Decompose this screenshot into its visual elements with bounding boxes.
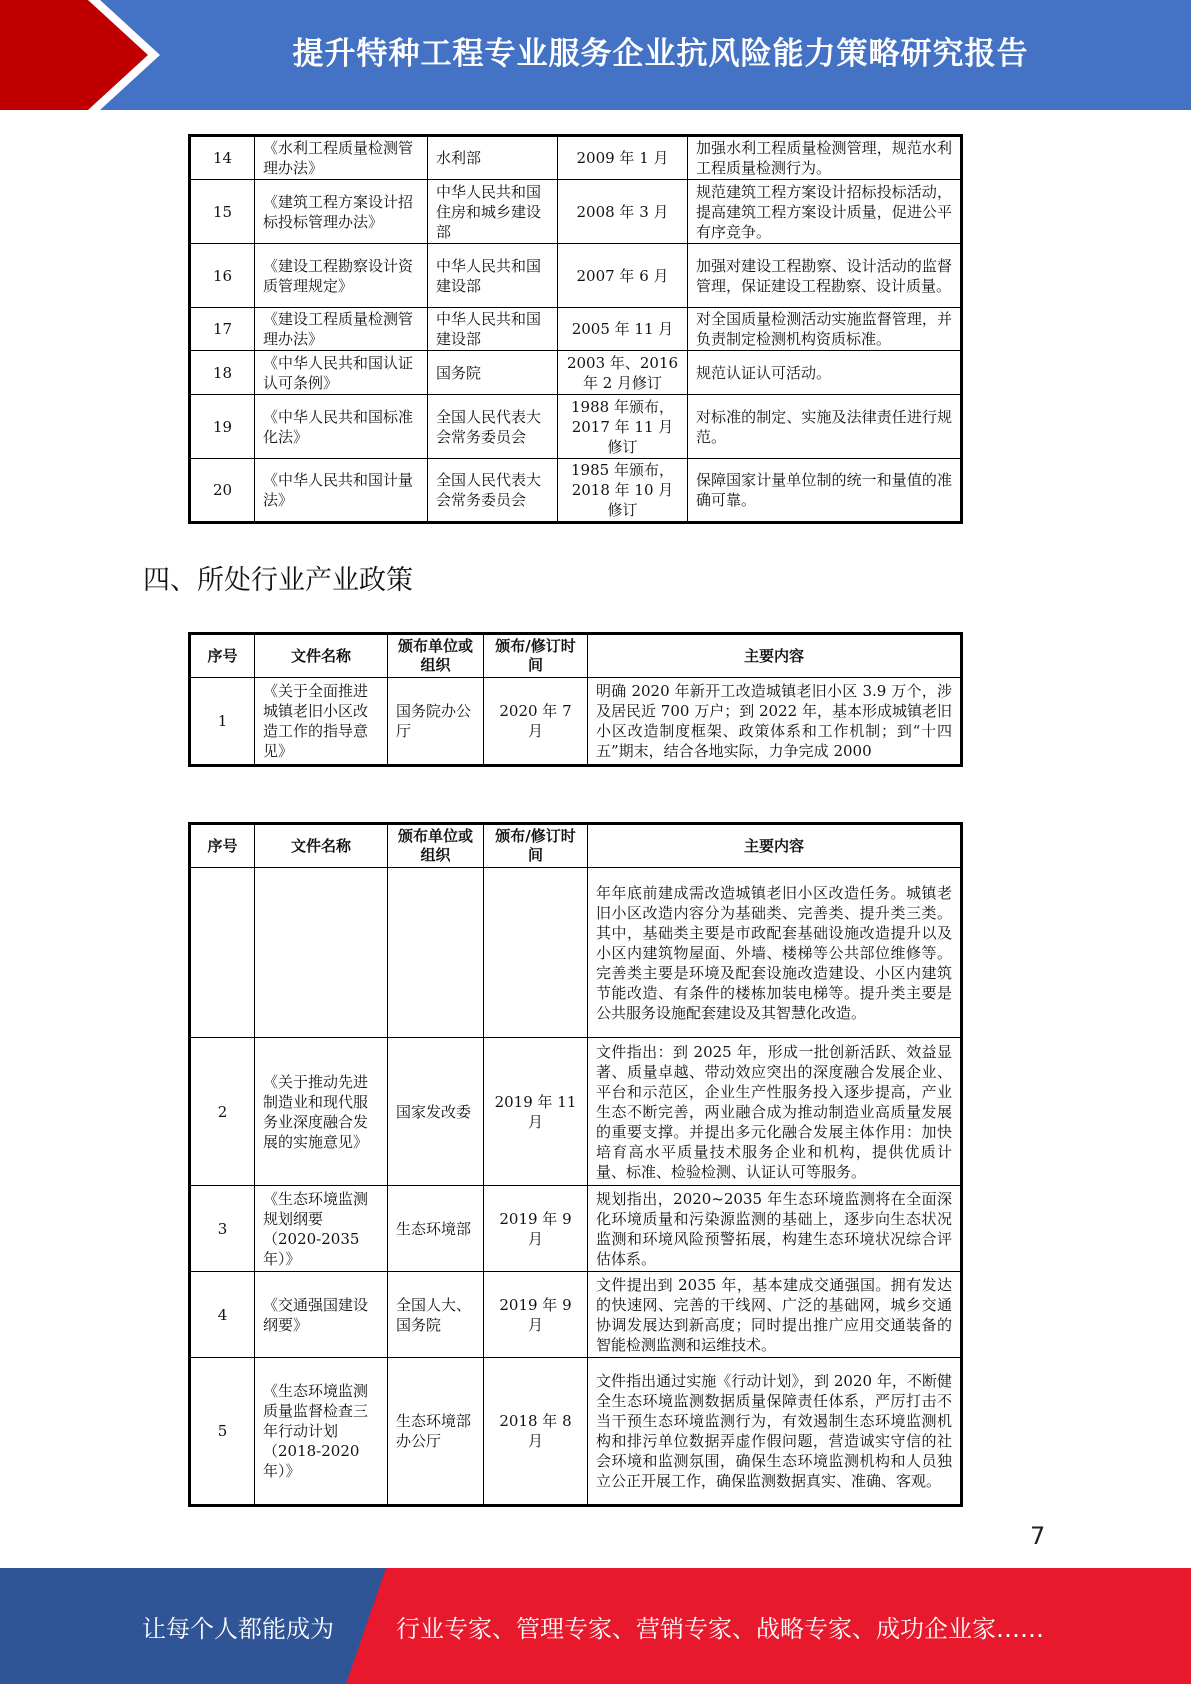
- row-number-cell: 19: [190, 395, 255, 459]
- section-heading: 四、所处行业产业政策: [143, 565, 413, 596]
- row-number-cell: 4: [190, 1272, 255, 1358]
- main-content-cell: 加强对建设工程勘察、设计活动的监督管理，保证建设工程勘察、设计质量。: [688, 244, 962, 308]
- issue-date-cell: 2005 年 11 月: [558, 308, 688, 351]
- issuing-organization-cell: 中华人民共和国建设部: [428, 308, 558, 351]
- issuing-organization-cell: 中华人民共和国建设部: [428, 244, 558, 308]
- issue-date-cell: 2009 年 1 月: [558, 136, 688, 180]
- table-row: [190, 136, 962, 180]
- main-content-cell: 明确 2020 年新开工改造城镇老旧小区 3.9 万个，涉及居民近 700 万户；到 2022 年，基本形成城镇老旧小区改造制度框架、政策体系和工作机制；到“十四五”期末，结合各地实际，力争完成 2000: [588, 678, 962, 766]
- issue-date-cell: 2019 年 11 月: [484, 1038, 588, 1186]
- main-content-cell: 规范建筑工程方案设计招标投标活动，提高建筑工程方案设计质量，促进公平有序竞争。: [688, 180, 962, 244]
- document-name-cell: 《关于推动先进制造业和现代服务业深度融合发展的实施意见》: [255, 1038, 388, 1186]
- issuing-organization-cell: 国家发改委: [388, 1038, 484, 1186]
- issuing-organization-cell: 全国人大、国务院: [388, 1272, 484, 1358]
- issue-date-cell: 2019 年 9 月: [484, 1186, 588, 1272]
- issuing-organization-cell: 生态环境部: [388, 1186, 484, 1272]
- industry-policy-table-1: [188, 632, 963, 767]
- issue-date-cell: 2018 年 8 月: [484, 1358, 588, 1506]
- header-no: 序号: [190, 824, 255, 868]
- footer-slogan-left: 让每个人都能成为: [142, 1614, 334, 1643]
- main-content-cell: 保障国家计量单位制的统一和量值的准确可靠。: [688, 459, 962, 523]
- report-title: 提升特种工程专业服务企业抗风险能力策略研究报告: [292, 35, 1029, 72]
- main-content-cell: 文件指出通过实施《行动计划》，到 2020 年，不断健全生态环境监测数据质量保障责任体系，严厉打击不当干预生态环境监测行为，有效遏制生态环境监测机构和排污单位数据弄虚作假问题，营造诚实守信的社会环境和监测氛围，确保生态环境监测机构和人员独立公正开展工作，确保监测数据真实、准确、客观。: [588, 1358, 962, 1506]
- document-name-cell: 《生态环境监测规划纲要（2020-2035 年）》: [255, 1186, 388, 1272]
- table-row: [190, 395, 962, 459]
- issuing-organization-cell: 全国人民代表大会常务委员会: [428, 459, 558, 523]
- issuing-organization-cell: 国务院: [428, 351, 558, 395]
- table-row: [190, 180, 962, 244]
- issue-date-cell: [484, 868, 588, 1038]
- page-footer: [0, 1568, 1191, 1684]
- row-number-cell: 3: [190, 1186, 255, 1272]
- issue-date-cell: 2003 年、2016 年 2 月修订: [558, 351, 688, 395]
- page-number: 7: [1030, 1522, 1046, 1550]
- issue-date-cell: 1985 年颁布，2018 年 10 月修订: [558, 459, 688, 523]
- main-content-cell: 年年底前建成需改造城镇老旧小区改造任务。城镇老旧小区改造内容分为基础类、完善类、提升类三类。其中，基础类主要是市政配套基础设施改造提升以及小区内建筑物屋面、外墙、楼梯等公共部位维修等。完善类主要是环境及配套设施改造建设、小区内建筑节能改造、有条件的楼栋加装电梯等。提升类主要是公共服务设施配套建设及其智慧化改造。: [588, 868, 962, 1038]
- header-date: 颁布/修订时间: [484, 824, 588, 868]
- issuing-organization-cell: 国务院办公厅: [388, 678, 484, 766]
- table-row: [190, 1358, 962, 1506]
- issuing-organization-cell: [388, 868, 484, 1038]
- document-name-cell: 《水利工程质量检测管理办法》: [255, 136, 428, 180]
- row-number-cell: 1: [190, 678, 255, 766]
- table-row: [190, 678, 962, 766]
- issuing-organization-cell: 水利部: [428, 136, 558, 180]
- issue-date-cell: 2019 年 9 月: [484, 1272, 588, 1358]
- header-date: 颁布/修订时间: [484, 634, 588, 678]
- table-row: [190, 868, 962, 1038]
- header-name: 文件名称: [255, 824, 388, 868]
- document-name-cell: 《中华人民共和国认证认可条例》: [255, 351, 428, 395]
- row-number-cell: 18: [190, 351, 255, 395]
- main-content-cell: 文件指出：到 2025 年，形成一批创新活跃、效益显著、质量卓越、带动效应突出的深度融合发展企业、平台和示范区，企业生产性服务投入逐步提高，产业生态不断完善，两业融合成为推动制造业高质量发展的重要支撑。并提出多元化融合发展主体作用：加快培育高水平质量技术服务企业和机构，提供优质计量、标准、检验检测、认证认可等服务。: [588, 1038, 962, 1186]
- issue-date-cell: 2007 年 6 月: [558, 244, 688, 308]
- issue-date-cell: 1988 年颁布，2017 年 11 月修订: [558, 395, 688, 459]
- table-row: [190, 244, 962, 308]
- table-row: [190, 459, 962, 523]
- main-content-cell: 对全国质量检测活动实施监督管理，并负责制定检测机构资质标准。: [688, 308, 962, 351]
- main-content-cell: 对标准的制定、实施及法律责任进行规范。: [688, 395, 962, 459]
- regulation-table-continued: [188, 134, 963, 524]
- row-number-cell: 17: [190, 308, 255, 351]
- document-name-cell: 《生态环境监测质量监督检查三年行动计划（2018-2020 年）》: [255, 1358, 388, 1506]
- main-content-cell: 文件提出到 2035 年，基本建成交通强国。拥有发达的快速网、完善的干线网、广泛的基础网，城乡交通协调发展达到新高度；同时提出推广应用交通装备的智能检测监测和运维技术。: [588, 1272, 962, 1358]
- industry-policy-table-2: [188, 822, 963, 1507]
- row-number-cell: 14: [190, 136, 255, 180]
- main-content-cell: 规划指出，2020~2035 年生态环境监测将在全面深化环境质量和污染源监测的基础上，逐步向生态状况监测和环境风险预警拓展，构建生态环境状况综合评估体系。: [588, 1186, 962, 1272]
- issue-date-cell: 2020 年 7 月: [484, 678, 588, 766]
- main-content-cell: 加强水利工程质量检测管理，规范水利工程质量检测行为。: [688, 136, 962, 180]
- header-org: 颁布单位或组织: [388, 634, 484, 678]
- header-content: 主要内容: [588, 634, 962, 678]
- issuing-organization-cell: 生态环境部办公厅: [388, 1358, 484, 1506]
- issuing-organization-cell: 全国人民代表大会常务委员会: [428, 395, 558, 459]
- header-org: 颁布单位或组织: [388, 824, 484, 868]
- table-row: [190, 351, 962, 395]
- row-number-cell: [190, 868, 255, 1038]
- document-name-cell: 《关于全面推进城镇老旧小区改造工作的指导意见》: [255, 678, 388, 766]
- row-number-cell: 20: [190, 459, 255, 523]
- document-name-cell: 《建设工程勘察设计资质管理规定》: [255, 244, 428, 308]
- row-number-cell: 15: [190, 180, 255, 244]
- document-name-cell: 《建筑工程方案设计招标投标管理办法》: [255, 180, 428, 244]
- table-row: [190, 308, 962, 351]
- header-no: 序号: [190, 634, 255, 678]
- header-name: 文件名称: [255, 634, 388, 678]
- issuing-organization-cell: 中华人民共和国住房和城乡建设部: [428, 180, 558, 244]
- table-row: [190, 1038, 962, 1186]
- issue-date-cell: 2008 年 3 月: [558, 180, 688, 244]
- table-row: [190, 1186, 962, 1272]
- main-content-cell: 规范认证认可活动。: [688, 351, 962, 395]
- row-number-cell: 2: [190, 1038, 255, 1186]
- row-number-cell: 5: [190, 1358, 255, 1506]
- document-name-cell: 《中华人民共和国标准化法》: [255, 395, 428, 459]
- document-name-cell: 《交通强国建设纲要》: [255, 1272, 388, 1358]
- document-name-cell: 《中华人民共和国计量法》: [255, 459, 428, 523]
- document-name-cell: [255, 868, 388, 1038]
- header-content: 主要内容: [588, 824, 962, 868]
- page-header: [0, 0, 1191, 110]
- footer-slogan-right: 行业专家、管理专家、营销专家、战略专家、成功企业家……: [396, 1614, 1044, 1643]
- row-number-cell: 16: [190, 244, 255, 308]
- table-row: [190, 1272, 962, 1358]
- document-name-cell: 《建设工程质量检测管理办法》: [255, 308, 428, 351]
